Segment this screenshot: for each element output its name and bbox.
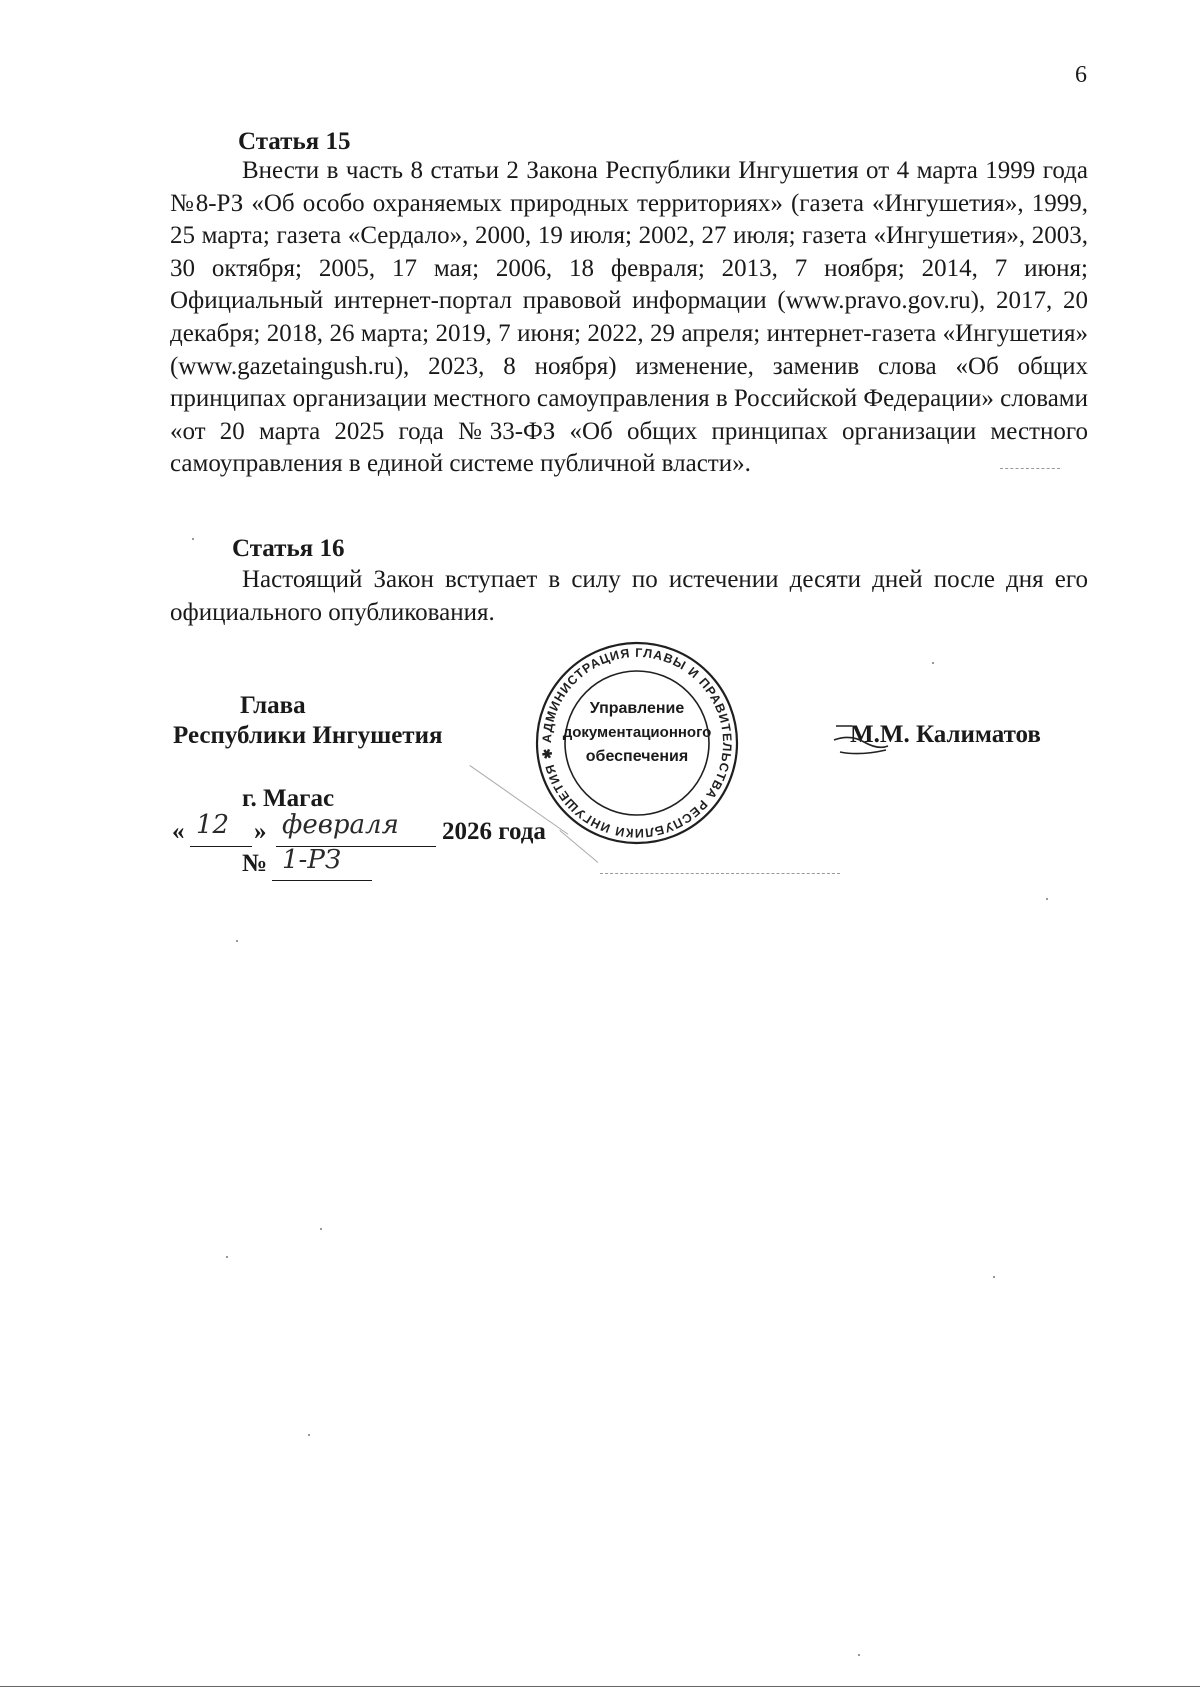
scan-speck bbox=[236, 940, 238, 942]
law-number-underline bbox=[272, 880, 372, 881]
article-15-text: Внести в часть 8 статьи 2 Закона Республики Ингушетия от 4 марта 1999 года №8-РЗ «Об особо охраняемых природных территориях» (газета «Ингушетия», 1999, 25 марта; газета «Сердало», 2000, 19 июля; 2002, 27 июля; газета «Ингушетия», 2003, 30 октября; 2005, 17 мая; 2006, 18 февраля; 2013, 7 ноября; 2014, 7 июня; Официальный интернет-портал правовой информации (www.pravo.gov.ru), 2017, 20 декабря; 2018, 26 марта; 2019, 7 июня; 2022, 29 апреля; интернет-газета «Ингушетия» (www.gazetaingush.ru), 2023, 8 ноября) изменение, заменив слова «Об общих принципах организации местного самоуправления в Российской Федерации» словами «от 20 марта 2025 года №33-ФЗ «Об общих принципах организации местного самоуправления в единой системе публичной власти». bbox=[170, 157, 1088, 478]
date-month: февраля bbox=[282, 810, 399, 840]
article-15-title: Статья 15 bbox=[238, 128, 351, 155]
scan-speck bbox=[858, 1654, 860, 1656]
signatory-role-line1: Глава bbox=[240, 692, 306, 719]
stamp-line3: обеспечения bbox=[585, 748, 689, 765]
stamp-ring-text: АДМИНИСТРАЦИЯ ГЛАВЫ И ПРАВИТЕЛЬСТВА РЕСПУБЛИКИ ИНГУШЕТИЯ ✱ bbox=[539, 645, 735, 841]
number-label: № bbox=[242, 850, 268, 877]
date-day-underline bbox=[190, 846, 252, 847]
official-stamp bbox=[532, 638, 742, 848]
handwritten-signature bbox=[830, 712, 890, 762]
scan-speck bbox=[993, 1276, 995, 1278]
scan-speck bbox=[226, 1256, 228, 1258]
scan-speck bbox=[932, 662, 934, 664]
scan-speck bbox=[192, 538, 194, 540]
page-number: 6 bbox=[1075, 62, 1087, 88]
scan-speck bbox=[1046, 898, 1048, 900]
signatory-name: М.М. Калиматов bbox=[850, 721, 1041, 748]
article-16-title: Статья 16 bbox=[232, 535, 345, 562]
date-open-quote: « bbox=[172, 818, 185, 845]
city-label: г. Магас bbox=[242, 785, 335, 812]
law-number: 1-РЗ bbox=[282, 845, 342, 875]
stamp-line1: Управление bbox=[589, 700, 685, 717]
article-16-text: Настоящий Закон вступает в силу по истечении десяти дней после дня его официального опубликования. bbox=[170, 566, 1088, 626]
scan-edge-line bbox=[0, 1686, 1200, 1687]
stamp-line2: документационного bbox=[562, 724, 712, 741]
date-year: 2026 года bbox=[442, 818, 546, 845]
scan-speck bbox=[320, 1228, 322, 1230]
svg-text:АДМИНИСТРАЦИЯ ГЛАВЫ И ПРАВИТЕЛ bbox=[540, 646, 734, 840]
stray-dashed-line bbox=[1000, 468, 1060, 469]
scan-speck bbox=[308, 1434, 310, 1436]
date-day: 12 bbox=[196, 810, 230, 840]
stray-dashed-line bbox=[600, 873, 840, 874]
signatory-role-line2: Республики Ингушетия bbox=[173, 722, 443, 749]
date-close-quote: » bbox=[254, 818, 267, 845]
